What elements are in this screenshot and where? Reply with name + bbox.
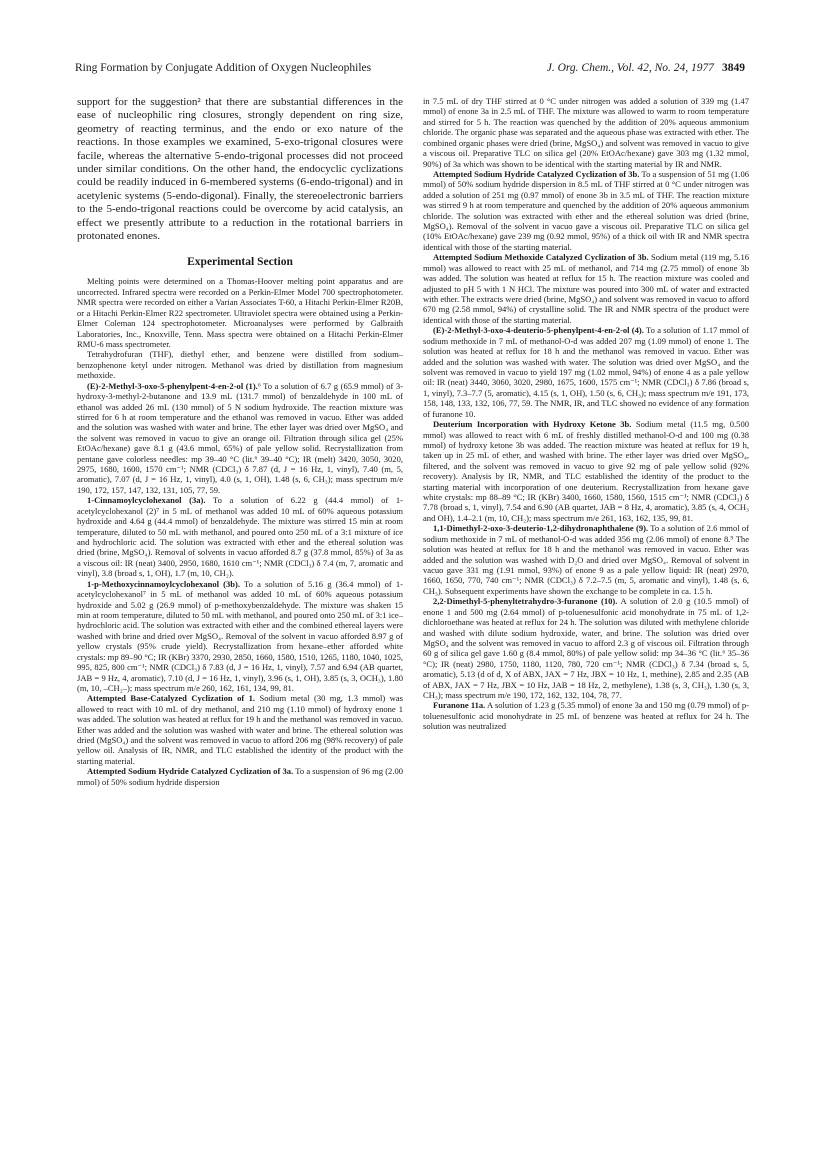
paragraph-text: Melting points were determined on a Thomas-Hoover melting point apparatus and are uncorrected. Infrared spectra were recorded on a Perkin-Elmer Model 700 spectrophotometer. NMR spectra were recorded on either a Varian Associates T-60, a Hitachi Perkin-Elmer R20B, or a Hitachi Perkin-Elmer R22 spectrometer. Ultraviolet spectra were obtained using a Perkin-Elmer Coleman 124 spectrophotometer. Microanalyses were performed by Galbraith Laboratories, Inc., Knoxville, Tenn. Mass spectra were obtained on a Hitachi Perkin-Elmer RMU-6 mass spectrometer. <box>77 276 403 349</box>
experimental-paragraph <box>423 419 749 523</box>
paragraph-text: To a suspension of 51 mg (1.06 mmol) of 50% sodium hydride dispersion in 8.5 mL of THF stirred at 0 °C under nitrogen was added a solution of 251 mg (0.97 mmol) of enone 3b in 3.5 mL of THF. The reaction mixture was stirred 9 h at room temperature and quenched by the addition of 20% aqueous ammonium chloride. The solution was extracted with ether and the ethereal solution was dried (brine, MgSO₄). Removal of the solvent in vacuo gave a viscous oil. Preparative TLC on silica gel (10% EtOAc/hexane) gave 239 mg (0.92 mmol, 95%) of a thick oil with IR and NMR spectra identical with those of the starting material. <box>423 168 749 252</box>
experimental-paragraph <box>423 596 749 700</box>
paragraph-heading: Furanone 11a. <box>433 700 486 711</box>
experimental-paragraph <box>423 325 749 419</box>
paragraph-text: To a suspension of 96 mg (2.00 mmol) of 50% sodium hydride dispersion <box>77 766 403 787</box>
experimental-paragraph <box>77 693 403 766</box>
left-column <box>77 96 403 787</box>
paragraph-text: Sodium metal (11.5 mg, 0.500 mmol) was allowed to react with 6 mL of freshly distilled methanol-O-d and 100 mg (0.38 mmol) of hydroxy ketone 3b was added. The reaction mixture was heated at reflux for 19 h, taken up in 25 mL of ether, and washed with brine. The ether layer was dried over MgSO₄, filtered, and the solvent was removed in vacuo to give 92 mg of pale yellow solid (92% recovery). Analysis by IR, NMR, and TLC established the identity of the product to the starting material with incorporation of one deuterium. Recrystallization from hexane gave white crystals: mp 88–89 °C; IR (KBr) 3400, 1660, 1580, 1560, 1515 cm⁻¹; NMR (CDCl₃) δ 7.78 (broad s, 1, vinyl), 7.54 and 6.90 (AB quartet, JAB = 8 Hz, 4, aromatic), 3.85 (s, 4, OCH₃ and OH), 1.4–2.1 (m, 10, CH₂); mass spectrum m/e 261, 163, 162, 135, 99, 81. <box>423 419 749 523</box>
paragraph-heading: Attempted Base-Catalyzed Cyclization of 1. <box>87 693 256 704</box>
experimental-paragraph <box>423 700 749 731</box>
paragraph-text: To a solution of 5.16 g (36.4 mmol) of 1-acetylcyclohexanol⁷ in 5 mL of methanol was added 10 mL of 60% aqueous potassium hydroxide and 5.02 g (26.9 mmol) of p-methoxybenzaldehyde. The mixture was shaken 15 min at room temperature, diluted to 50 mL with methanol, and poured onto 250 mL of 3:1 ice–hydrochloric acid. The solution was extracted with ether and the combined ethereal layers were washed with brine and dried over MgSO₄. Removal of the solvent in vacuo afforded 8.97 g of yellow crystals (95% crude yield). Recrystallization from hexane–ether afforded white crystals: mp 89–90 °C; IR (KBr) 3370, 2930, 2850, 1660, 1580, 1510, 1265, 1180, 1040, 1025, 995, 825, 800 cm⁻¹; NMR (CDCl₃) δ 7.83 (d, J = 16 Hz, 1, vinyl), 7.57 and 6.94 (AB quartet, JAB = 9 Hz, 4, aromatic), 7.10 (d, J = 16 Hz, 1, vinyl), 3.96 (s, 1, OH), 3.85 (s, 3, OCH₃), 1.80 (m, 10, –CH₂–); mass spectrum m/e 260, 162, 161, 134, 99, 81. <box>77 578 403 693</box>
intro-paragraph: support for the suggestion² that there are substantial differences in the ease of nucleophilic ring closures, strongly dependent on ring size, geometry of reacting terminus, and the endo or exo nature of the reactions. In those examples we examined, 5-exo-trigonal closures were facile, whereas the alternative 5-endo-trigonal processes did not proceed under similar conditions. On the other hand, the endocyclic cyclizations could be readily induced in 6-membered systems (6-endo-trigonal) and in acetylenic systems (5-endo-digonal). Finally, the stereoelectronic barriers to the 5-endo-trigonal reactions could be overcome by acid catalysis, an effect we presently attribute to a reduction in the rotational barriers in protonated enones. <box>77 96 403 243</box>
experimental-paragraph <box>423 96 749 169</box>
experimental-paragraph <box>77 381 403 496</box>
journal-name: J. Org. Chem., Vol. 42, No. 24, 1977 <box>546 62 714 74</box>
experimental-paragraph <box>77 495 403 578</box>
paragraph-text: Tetrahydrofuran (THF), diethyl ether, and benzene were distilled from sodium–benzophenone ketyl under nitrogen. Methanol was dried by distillation from magnesium methoxide. <box>77 349 403 381</box>
paragraph-text: Sodium metal (119 mg, 5.16 mmol) was allowed to react with 25 mL of methanol, and 714 mg (2.75 mmol) of enone 3b was added. The solution was heated at reflux for 15 h. The reaction mixture was cooled and adjusted to pH 5 with 1 N HCl. The mixture was poured into 300 mL of water and extracted with ether. The extracts were dried (brine, MgSO₄) and solvent was removed in vacuo to afford 670 mg (2.58 mmol, 94%) of crystalline solid. The IR and NMR spectra of the product were identical with those of the starting material. <box>423 252 749 325</box>
paragraph-text: ⁶ To a solution of 6.7 g (65.9 mmol) of 3-hydroxy-3-methyl-2-butanone and 13.9 mL (131.7 mmol) of benzaldehyde in 100 mL of ethanol was added 26 mL (130 mmol) of 5 N sodium hydroxide. The reaction mixture was stirred for 6 h at room temperature and the ethanol was removed in vacuo. Ether was added and the solution was washed with water and brine. The ether layer was dried over MgSO₄ and the solvent was removed in vacuo to give an orange oil. Filtration through silica gel (25% EtOAc/hexane) gave 8.1 g (43.6 mmol, 65%) of pale yellow solid. Recrystallization from pentane gave colorless needles: mp 39–40 °C (lit.⁶ 39–40 °C); IR (melt) 3420, 3050, 3020, 2975, 1680, 1600, 1570 cm⁻¹; NMR (CDCl₃) δ 7.87 (d, J = 16 Hz, 1, vinyl), 7.40 (m, 5, aromatic), 7.07 (d, J = 16 Hz, 1, vinyl), 4.0 (s, 1, OH), 1.48 (s, 6, CH₃); mass spectrum m/e 190, 172, 157, 147, 132, 131, 105, 77, 59. <box>77 380 403 495</box>
experimental-paragraph <box>77 276 403 349</box>
experimental-paragraph <box>77 766 403 787</box>
paragraph-heading: 1,1-Dimethyl-2-oxo-3-deuterio-1,2-dihydronaphthalene (9). <box>433 523 649 534</box>
right-paragraphs <box>423 96 749 732</box>
paragraph-heading: Attempted Sodium Hydride Catalyzed Cyclization of 3a. <box>87 766 294 777</box>
paragraph-heading: Deuterium Incorporation with Hydroxy Ketone 3b. <box>433 419 632 430</box>
paragraph-heading: (E)-2-Methyl-3-oxo-5-phenylpent-4-en-2-ol (1). <box>87 380 258 391</box>
paragraph-text: A solution of 1.23 g (5.35 mmol) of enone 3a and 150 mg (0.79 mmol) of p-toluenesulfonic acid monohydrate in 25 mL of benzene was heated at reflux for 24 h. The solution was neutralized <box>423 700 749 732</box>
paragraph-text: A solution of 2.0 g (10.5 mmol) of enone 1 and 500 mg (2.64 mmol) of p-toluenesulfonic acid monohydrate in 75 mL of 1,2-dichloroethane was heated at reflux for 24 h. The solution was diluted with methylene chloride and washed with dilute sodium hydroxide, water, and brine. The solution was dried over MgSO₄ and the solvent was removed in vacuo to afford 2.3 g of viscous oil. Filtration through 60 g of silica gel gave 1.60 g (8.4 mmol, 80%) of pale yellow solid: mp 34–36 °C (lit.⁶ 35–36 °C); IR (neat) 2980, 1750, 1180, 1120, 780, 720 cm⁻¹; NMR (CDCl₃) δ 7.34 (broad s, 5, aromatic), 5.13 (d of d, X of ABX, JAX = 7 Hz, JBX = 10 Hz, 1, methine), 2.85 and 2.35 (AB of ABX, JAX = 7 Hz, JBX = 10 Hz, JAB = 18 Hz, 2, methylene), 1.38 (s, 3, CH₃), 1.30 (s, 3, CH₃); mass spectrum m/e 190, 172, 162, 132, 104, 78, 77. <box>423 596 750 701</box>
experimental-paragraph <box>423 252 749 325</box>
paragraph-heading: 2,2-Dimethyl-5-phenyltetrahydro-3-furanone (10). <box>433 596 618 607</box>
article-title: Ring Formation by Conjugate Addition of Oxygen Nucleophiles <box>75 62 372 74</box>
paragraph-text: in 7.5 mL of dry THF stirred at 0 °C under nitrogen was added a solution of 339 mg (1.47 mmol) of enone 3a in 2.5 mL of THF. The mixture was allowed to warm to room temperature and stirred for 5 h. The reaction was quenched by the addition of 20% aqueous ammonium chloride. The organic phase was separated and the aqueous phase was extracted with ether. The combined organic phases were dried (brine, MgSO₄) and solvent was removed in vacuo to give a viscous oil. Preparative TLC on silica gel (20% EtOAc/hexane) gave 303 mg (1.32 mmol, 90%) of 3a which was shown to be identical with the starting material by IR and NMR. <box>423 96 749 169</box>
paragraph-heading: Attempted Sodium Hydride Catalyzed Cyclization of 3b. <box>433 168 640 179</box>
experimental-paragraph <box>77 349 403 380</box>
section-title: Experimental Section <box>187 256 293 269</box>
paragraph-text: To a solution of 6.22 g (44.4 mmol) of 1-acetylcyclohexanol (2)⁷ in 5 mL of methanol was added 10 mL of 60% aqueous potassium hydroxide and 4.64 g (44.4 mmol) of benzaldehyde. The mixture was stirred 15 min at room temperature, diluted to 50 mL with methanol, and poured onto 250 mL of a 3:1 mixture of ice and hydrochloric acid. The solution was extracted with ether and the ethereal solution was dried (brine, MgSO₄). Removal of solvents in vacuo afforded 8.7 g (37.8 mmol, 85%) of 3a as a viscous oil: IR (neat) 3400, 2950, 1680, 1610 cm⁻¹; NMR (CDCl₃) δ 7.4 (m, 7, aromatic and vinyl), 3.8 (broad s, 1, OH), 1.7 (m, 10, CH₂). <box>77 495 403 579</box>
paragraph-heading: Attempted Sodium Methoxide Catalyzed Cyclization of 3b. <box>433 252 649 263</box>
page-number: 3849 <box>722 62 745 74</box>
experimental-paragraph <box>423 169 749 252</box>
right-column <box>423 96 749 732</box>
experimental-paragraph <box>423 523 749 596</box>
paragraph-heading: (E)-2-Methyl-3-oxo-4-deuterio-5-phenylpent-4-en-2-ol (4). <box>433 325 644 336</box>
paragraph-text: To a solution of 1.17 mmol of sodium methoxide in 7 mL of methanol-O-d was added 207 mg (1.09 mmol) of enone 1. The solution was heated at reflux for 18 h and the methanol was removed in vacuo. Ether was added and the solution was washed with water. The solution was dried over MgSO₄ and the solvent was removed in vacuo to yield 197 mg (1.02 mmol, 94%) of enone 4 as a pale yellow oil: IR (neat) 3440, 3060, 3020, 2980, 1675, 1600, 1575 cm⁻¹; NMR (CDCl₃) δ 7.86 (broad s, 1, vinyl), 7.3–7.7 (5, aromatic), 4.15 (s, 1, OH), 1.50 (s, 6, CH₃); mass spectrum m/e 191, 173, 158, 148, 133, 132, 106, 77, 59. The NMR, IR, and TLC showed no evidence of any formation of furanone 10. <box>423 325 750 419</box>
paragraph-heading: 1-p-Methoxycinnamoylcyclohexanol (3b). <box>87 578 241 589</box>
paragraph-text: To a solution of 2.6 mmol of sodium methoxide in 7 mL of methanol-O-d was added 356 mg (2.06 mmol) of enone 8.⁹ The solution was heated at reflux for 18 h and the methanol was removed in vacuo. Ether was added and the solution was washed with D₂O and dried over MgSO₄. Removal of solvent in vacuo gave 331 mg (1.91 mmol, 93%) of enone 9 as a pale yellow liquid: IR (neat) 2970, 1660, 1650, 770, 740 cm⁻¹; NMR (CDCl₃) δ 7.2–7.5 (m, 5, aromatic and vinyl), 1.48 (s, 6, CH₃). Subsequent experiments have shown the exchange to be complete in ca. 1.5 h. <box>423 523 749 596</box>
left-paragraphs <box>77 276 403 787</box>
journal-citation <box>547 62 745 74</box>
paragraph-text: Sodium metal (30 mg, 1.3 mmol) was allowed to react with 10 mL of dry methanol, and 210 mg (1.10 mmol) of hydroxy enone 1 was added. The solution was heated at reflux for 19 h and the methanol was removed in vacuo. Ether was added and the solution was washed with water and brine. The ethereal solution was dried (MgSO₄) and the solvent was removed in vacuo to afford 206 mg (98% recovery) of pale yellow oil. Analysis of IR, NMR, and TLC established the identity of the product with the starting material. <box>77 693 403 766</box>
experimental-paragraph <box>77 579 403 694</box>
paragraph-heading: 1-Cinnamoylcyclohexanol (3a). <box>87 495 206 506</box>
